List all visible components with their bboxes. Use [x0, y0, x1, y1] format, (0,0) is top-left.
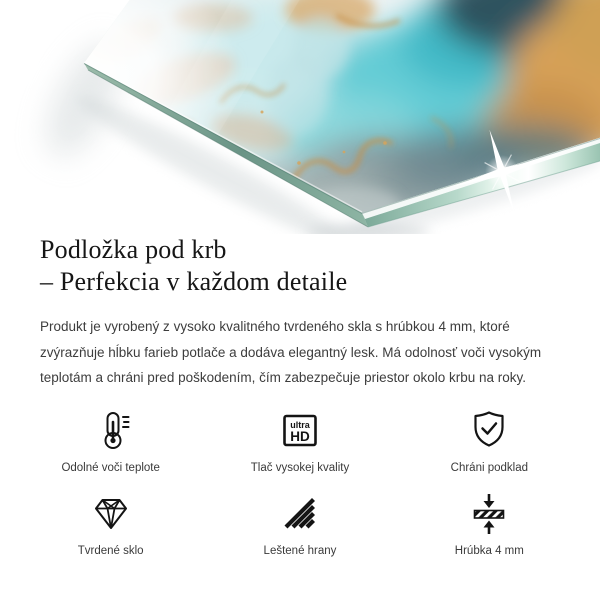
feature-grid [0, 407, 600, 557]
feature-print-quality [205, 407, 394, 474]
feature-label: Odolné voči teplote [61, 461, 160, 474]
feature-label: Tlač vysokej kvality [250, 461, 350, 474]
ultra-hd-icon [278, 407, 322, 453]
page-title [40, 234, 560, 298]
feature-label: Chráni podklad [450, 461, 528, 474]
thickness-icon [467, 490, 511, 536]
svg-text:ultra: ultra [290, 419, 310, 430]
feature-label: Tvrdené sklo [77, 544, 144, 557]
feature-protects-base [395, 407, 584, 474]
product-photo-glass-panel [0, 0, 600, 234]
feature-label: Leštené hrany [263, 544, 337, 557]
glass-panel-illustration [0, 0, 600, 234]
feature-thickness [395, 490, 584, 557]
product-description: Produkt je vyrobený z vysoko kvalitného tvrdeného skla s hrúbkou 4 mm, ktoré zvýrazňuje hĺbku farieb potlače a dodáva elegantný lesk. Má odolnosť voči vysokým teplotám a chráni pred poškodením, čím zabezpečuje priestor okolo krbu na roky. [40, 319, 542, 385]
product-info-section [0, 234, 600, 391]
page-title-line1: Podložka pod krb [40, 235, 227, 264]
feature-polished-edges [205, 490, 394, 557]
feature-label: Hrúbka 4 mm [454, 544, 524, 557]
feature-tempered-glass [16, 490, 205, 557]
page-title-line2: – Perfekcia v každom detaile [40, 267, 348, 296]
feature-heat-resistant [16, 407, 205, 474]
thermometer-icon [89, 407, 133, 453]
diamond-icon [89, 490, 133, 536]
svg-text:HD: HD [290, 428, 310, 444]
polished-edges-icon [278, 490, 322, 536]
shield-check-icon [467, 407, 511, 453]
